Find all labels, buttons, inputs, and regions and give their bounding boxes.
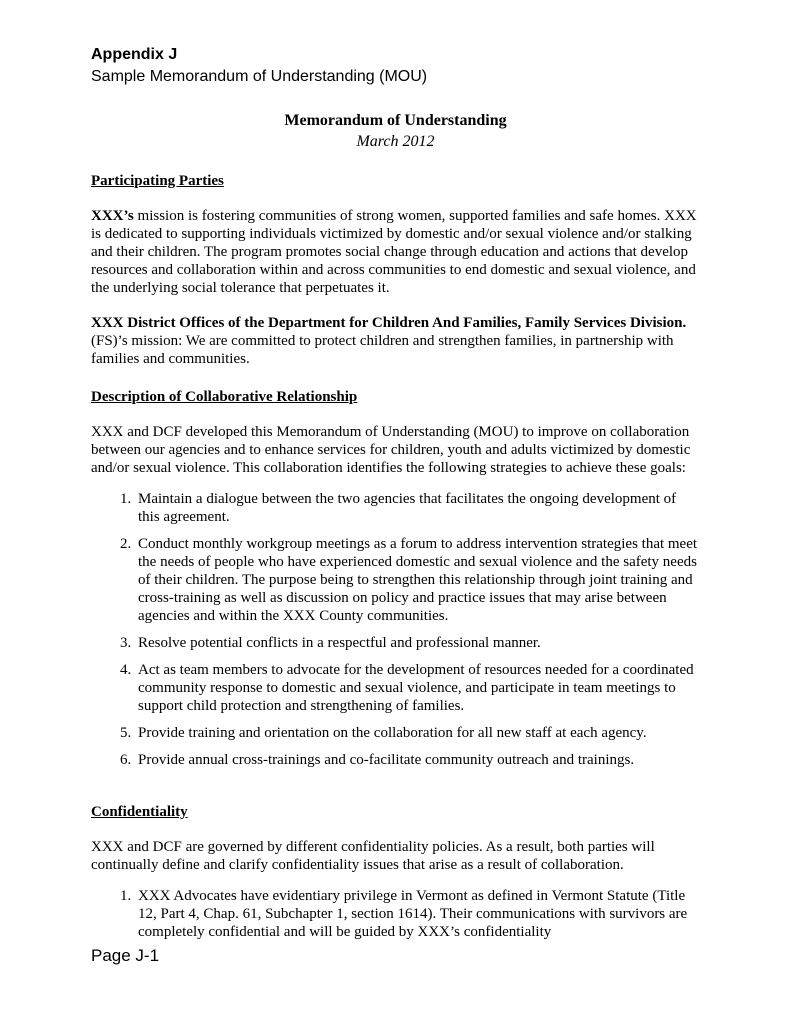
appendix-subtitle: Sample Memorandum of Understanding (MOU) — [91, 67, 428, 85]
paragraph-dcf-mission — [91, 314, 700, 368]
paragraph-collaboration-intro: XXX and DCF developed this Memorandum of Understanding (MOU) to improve on collaboration between our agencies and to enhance services for children, youth and adults victimized by domestic and/or sexual violence. This collaboration identifies the following strategies to achieve these goals: — [91, 423, 691, 476]
paragraph-xxx-mission-bold-lead: XXX’s — [91, 207, 134, 224]
confidentiality-list — [91, 887, 700, 941]
paragraph-dcf-mission-text: (FS)’s mission: We are committed to protect children and strengthen families, in partnership with families and communities. — [91, 332, 674, 367]
title-block — [91, 111, 700, 151]
section-heading-collaborative-relationship: Description of Collaborative Relationship — [91, 388, 358, 405]
goals-list-item: 6. Provide annual cross-trainings and co-facilitate community outreach and trainings. — [135, 751, 700, 769]
goals-list-item: 4. Act as team members to advocate for the development of resources needed for a coordinated community response to domestic and sexual violence, and participate in team meetings to support child protection and strengthening of families. — [135, 661, 700, 715]
paragraph-confidentiality-intro: XXX and DCF are governed by different confidentiality policies. As a result, both parties will continually define and clarify confidentiality issues that arise as a result of collaboration. — [91, 838, 655, 873]
goals-list-item: 5. Provide training and orientation on the collaboration for all new staff at each agency. — [135, 724, 700, 742]
section-heading-confidentiality: Confidentiality — [91, 803, 188, 820]
goals-list-item: 1. Maintain a dialogue between the two agencies that facilitates the ongoing development of this agreement. — [135, 490, 700, 526]
document-title: Memorandum of Understanding — [284, 112, 507, 130]
document-date: March 2012 — [356, 133, 435, 151]
page-number-label: Page J-1 — [91, 946, 160, 965]
goals-list-item: 2. Conduct monthly workgroup meetings as a forum to address intervention strategies that meet the needs of people who have experienced domestic and sexual violence and the safety needs of their children. The purpose being to strengthen this relationship through joint training and cross-training as well as discussion on policy and practice issues that may arise between agencies and within the XXX County communities. — [135, 535, 700, 625]
goals-list-item: 3. Resolve potential conflicts in a respectful and professional manner. — [135, 634, 700, 652]
goals-list — [91, 490, 700, 769]
paragraph-xxx-mission-text: mission is fostering communities of strong women, supported families and safe homes. XXX is dedicated to supporting individuals victimized by domestic and/or sexual violence and/or stalking and their children. The program promotes social change through education and actions that develop resources and collaboration within and across communities to end domestic and sexual violence, and the underlying social tolerance that perpetuates it. — [91, 207, 697, 296]
appendix-label: Appendix J — [91, 46, 178, 63]
confidentiality-list-item: 1. XXX Advocates have evidentiary privilege in Vermont as defined in Vermont Statute (Title 12, Part 4, Chap. 61, Subchapter 1, section 1614). Their communications with survivors are completely confidential and will be guided by XXX’s confidentiality — [135, 887, 700, 941]
section-heading-participating-parties: Participating Parties — [91, 172, 224, 189]
paragraph-xxx-mission — [91, 207, 700, 297]
paragraph-dcf-mission-bold-lead: XXX District Offices of the Department for Children And Families, Family Services Division. — [91, 314, 687, 331]
